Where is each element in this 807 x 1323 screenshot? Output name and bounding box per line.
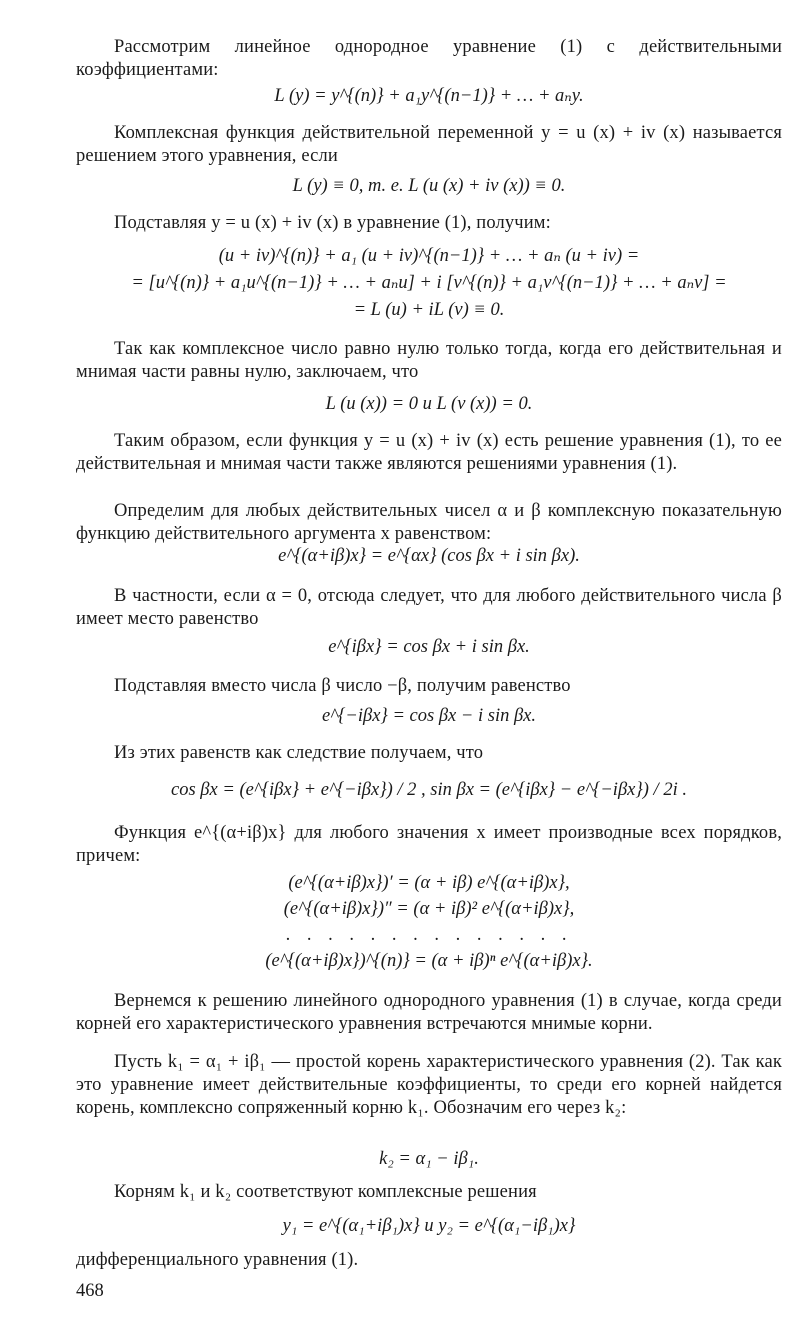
paragraph-exponential-definition: Определим для любых действительных чисел α и β комплексную показательную функцию действительного аргумента x равенством:	[76, 501, 782, 544]
paragraph-derivatives: Функция e^{(α+iβ)x} для любого значения x имеет производные всех порядков, причем:	[76, 823, 782, 866]
formula-euler: e^{iβx} = cos βx + i sin βx.	[328, 637, 530, 657]
paragraph-minus-beta: Подставляя вместо числа β число −β, получим равенство	[114, 676, 571, 696]
paragraph-corollary: Из этих равенств как следствие получаем, что	[114, 743, 484, 763]
paragraph-alpha-zero: В частности, если α = 0, отсюда следует, что для любого действительного числа β имеет место равенство	[76, 586, 782, 629]
formula-expansion-line-1: (u + iv)^{(n)} + a₁ (u + iv)^{(n−1)} + … + aₙ (u + iv) =	[218, 246, 640, 266]
page-number: 468	[76, 1281, 104, 1301]
paragraph-conclusion: Таким образом, если функция y = u (x) + iv (x) есть решение уравнения (1), то ее действительная и мнимая части также являются решениями уравнения (1).	[76, 431, 782, 474]
formula-solution-condition: L (y) ≡ 0, т. е. L (u (x) + iv (x)) ≡ 0.	[292, 176, 566, 196]
paragraph-substitution: Подставляя y = u (x) + iv (x) в уравнение (1), получим:	[114, 213, 551, 233]
paragraph-simple-root: Пусть k₁ = α₁ + iβ₁ — простой корень характеристического уравнения (2). Так как это уравнение имеет действительные коэффициенты, то среди его корней найдется корень, комплексно сопряженный корню k₁. Обозначим его через k₂:	[76, 1052, 782, 1118]
formula-nth-derivative: (e^{(α+iβ)x})^{(n)} = (α + iβ)ⁿ e^{(α+iβ)x}.	[265, 951, 593, 971]
formula-conjugate-root: k₂ = α₁ − iβ₁.	[379, 1149, 479, 1169]
paragraph-intro: Рассмотрим линейное однородное уравнение (1) с действительными коэффициентами:	[76, 37, 782, 80]
formula-first-derivative: (e^{(α+iβ)x})′ = (α + iβ) e^{(α+iβ)x},	[288, 873, 570, 893]
formula-real-imag-parts: L (u (x)) = 0 и L (v (x)) = 0.	[325, 394, 533, 414]
formula-euler-negative: e^{−iβx} = cos βx − i sin βx.	[321, 706, 537, 726]
paragraph-zero-complex: Так как комплексное число равно нулю только тогда, когда его действительная и мнимая части равны нулю, заключаем, что	[76, 339, 782, 382]
formula-expansion-line-3: = L (u) + iL (v) ≡ 0.	[353, 300, 505, 320]
formula-expansion-line-2: = [u^{(n)} + a₁u^{(n−1)} + … + aₙu] + i [v^{(n)} + a₁v^{(n−1)} + … + aₙv] =	[131, 273, 727, 293]
formula-cos-sin: cos βx = (e^{iβx} + e^{−iβx}) / 2 , sin βx = (e^{iβx} − e^{−iβx}) / 2i .	[171, 780, 687, 800]
formula-complex-exponential: e^{(α+iβ)x} = e^{αx} (cos βx + i sin βx).	[278, 546, 580, 566]
paragraph-complex-function: Комплексная функция действительной переменной y = u (x) + iv (x) называется решением этого уравнения, если	[76, 123, 782, 166]
formula-operator-definition: L (y) = y^{(n)} + a₁y^{(n−1)} + … + aₙy.	[274, 86, 584, 106]
paragraph-complex-solutions: Корням k₁ и k₂ соответствуют комплексные решения	[114, 1182, 537, 1202]
formula-dots: . . . . . . . . . . . . . .	[285, 925, 573, 945]
paragraph-return: Вернемся к решению линейного однородного уравнения (1) в случае, когда среди корней его характеристического уравнения встречаются мнимые корни.	[76, 991, 782, 1034]
formula-solutions-y1-y2: y₁ = e^{(α₁+iβ₁)x} и y₂ = e^{(α₁−iβ₁)x}	[282, 1216, 576, 1236]
formula-second-derivative: (e^{(α+iβ)x})″ = (α + iβ)² e^{(α+iβ)x},	[283, 899, 575, 919]
paragraph-differential-equation: дифференциального уравнения (1).	[76, 1250, 359, 1270]
